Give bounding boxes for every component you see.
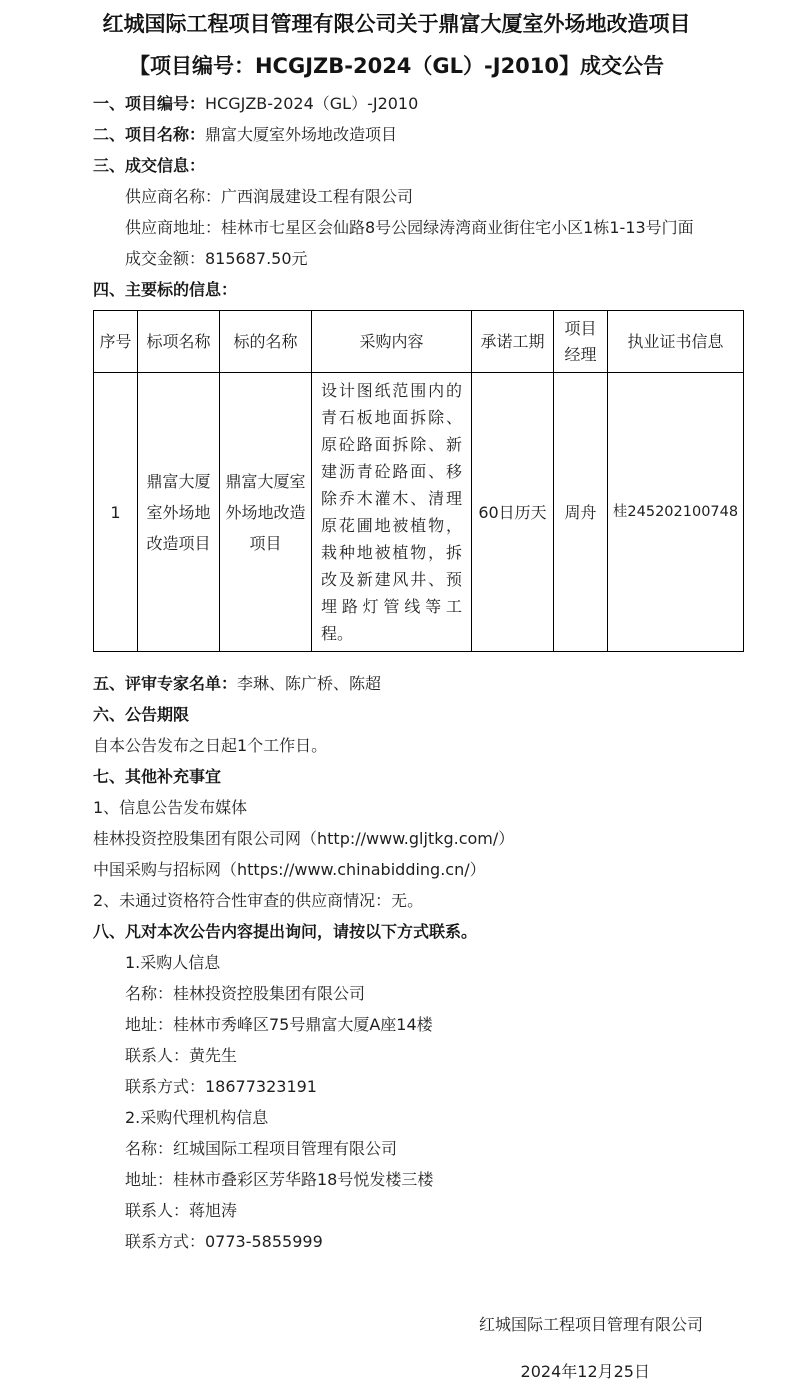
notice-period-body: 自本公告发布之日起1个工作日。	[93, 736, 328, 755]
cell-certificate: 桂245202100748	[608, 373, 744, 652]
cell-serial: 1	[94, 373, 138, 652]
experts-value: 李琳、陈广桥、陈超	[237, 674, 382, 693]
main-bid-table-body	[94, 373, 744, 652]
agency-name: 名称：红城国际工程项目管理有限公司	[125, 1139, 398, 1158]
section-main-bid-heading: 四、主要标的信息：	[93, 280, 238, 299]
purchaser-info-block	[93, 947, 743, 1102]
agency-heading: 2.采购代理机构信息	[125, 1108, 269, 1127]
column-header-manager: 项目经理	[554, 311, 608, 373]
main-bid-table-header	[94, 311, 744, 373]
agency-info-block	[93, 1102, 743, 1257]
supplier-name: 供应商名称：广西润晟建设工程有限公司	[125, 187, 414, 206]
project-number-label: 一、项目编号：	[93, 94, 206, 113]
project-name-label: 二、项目名称：	[93, 125, 206, 144]
column-header-serial: 序号	[94, 311, 138, 373]
document-title-line1: 红城国际工程项目管理有限公司关于鼎富大厦室外场地改造项目	[102, 12, 691, 36]
document-body	[0, 88, 793, 1257]
cell-subject-name: 鼎富大厦室外场地改造项目	[220, 373, 312, 652]
signature-company: 红城国际工程项目管理有限公司	[478, 1315, 703, 1334]
project-number-value: HCGJZB-2024（GL）-J2010	[205, 94, 419, 113]
column-header-subject-name: 标的名称	[220, 311, 312, 373]
project-name-value: 鼎富大厦室外场地改造项目	[205, 125, 398, 144]
section-notice-period-heading: 六、公告期限	[93, 705, 190, 724]
purchaser-contact-person: 联系人：黄先生	[125, 1046, 238, 1065]
experts-label: 五、评审专家名单：	[93, 674, 238, 693]
column-header-duration: 承诺工期	[472, 311, 554, 373]
unqualified-suppliers: 2、未通过资格符合性审查的供应商情况：无。	[93, 891, 424, 910]
table-row	[94, 373, 744, 652]
purchaser-name: 名称：桂林投资控股集团有限公司	[125, 984, 366, 1003]
section-contact-heading: 八、凡对本次公告内容提出询问，请按以下方式联系。	[93, 922, 478, 941]
cell-manager: 周舟	[554, 373, 608, 652]
column-header-procurement-content: 采购内容	[312, 311, 472, 373]
column-header-item-name: 标项名称	[138, 311, 220, 373]
media-site-2: 中国采购与招标网（https://www.chinabidding.cn/）	[93, 860, 486, 879]
cell-item-name: 鼎富大厦室外场地改造项目	[138, 373, 220, 652]
agency-phone: 联系方式：0773-5855999	[125, 1232, 323, 1251]
main-bid-table	[93, 310, 744, 652]
document-title-line2: 【项目编号：HCGJZB-2024（GL）-J2010】成交公告	[128, 54, 665, 78]
section-project-name	[93, 119, 743, 150]
signature-date: 2024年12月25日	[520, 1362, 650, 1381]
table-header-row	[94, 311, 744, 373]
section-project-number	[93, 88, 743, 119]
award-amount: 成交金额：815687.50元	[125, 249, 308, 268]
agency-contact-person: 联系人：蒋旭涛	[125, 1201, 238, 1220]
cell-procurement-content: 设计图纸范围内的青石板地面拆除、原砼路面拆除、新建沥青砼路面、移除乔木灌木、清理原花圃地被植物，栽种地被植物，拆改及新建风井、预埋路灯管线等工程。	[312, 373, 472, 652]
section-other-heading: 七、其他补充事宜	[93, 767, 222, 786]
media-site-1: 桂林投资控股集团有限公司网（http://www.gljtkg.com/）	[93, 829, 515, 848]
section-award-info-heading: 三、成交信息：	[93, 156, 206, 175]
section-experts	[93, 668, 743, 699]
cell-duration: 60日历天	[472, 373, 554, 652]
purchaser-heading: 1.采购人信息	[125, 953, 221, 972]
supplier-address: 供应商地址：桂林市七星区会仙路8号公园绿涛湾商业街住宅小区1栋1-13号门面	[125, 218, 694, 237]
purchaser-phone: 联系方式：18677323191	[125, 1077, 317, 1096]
media-heading: 1、信息公告发布媒体	[93, 798, 248, 817]
purchaser-address: 地址：桂林市秀峰区75号鼎富大厦A座14楼	[125, 1015, 433, 1034]
agency-address: 地址：桂林市叠彩区芳华路18号悦发楼三楼	[125, 1170, 434, 1189]
column-header-certificate: 执业证书信息	[608, 311, 744, 373]
